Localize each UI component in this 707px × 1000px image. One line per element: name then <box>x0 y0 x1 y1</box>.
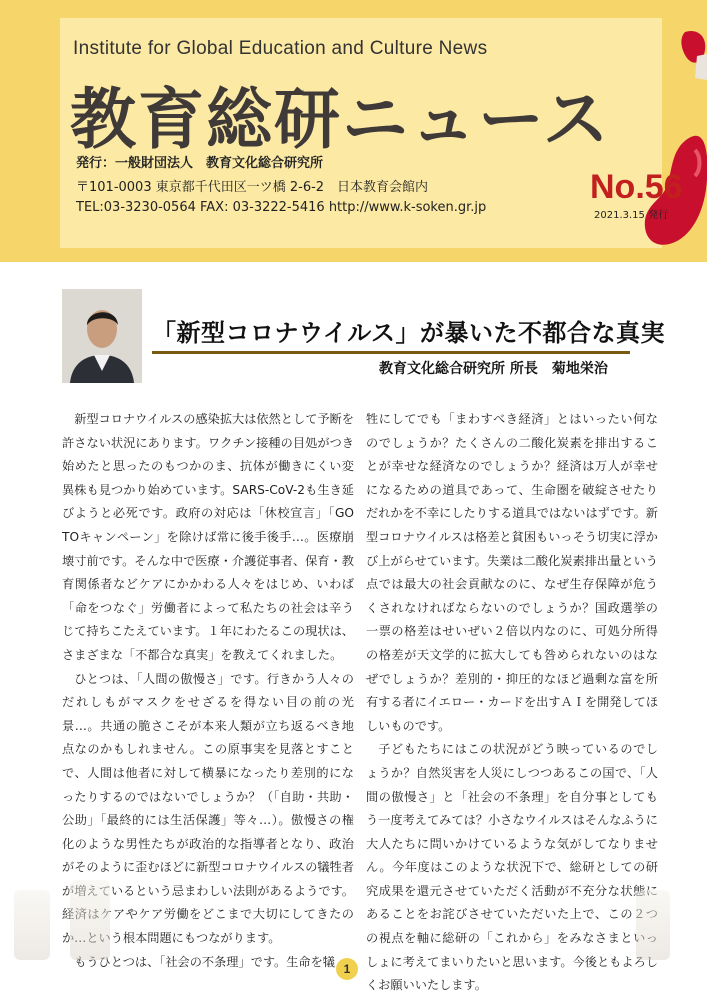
article-headline: 「新型コロナウイルス」が暴いた不都合な真実 <box>152 319 666 347</box>
headline-underline <box>152 351 630 354</box>
decorative-brush <box>636 890 670 960</box>
article-paragraph: 牲にしてでも「まわすべき経済」とはいったい何なのでしょうか？たくさんの二酸化炭素を排出することが幸せな経済なのでしょうか？経済は万人が幸せになるための道具であって、生命圏を破綻させたりだれかを不幸にしたりする道具ではないはずです。新型コロナウイルスは格差と貧困もいっそう切実に浮かび上がらせています。失業は二酸化炭素排出量という点では最大の社会貢献なのに、なぜ生存保障が危うくされなければならないのでしょうか？国政選挙の一票の格差はせいぜい２倍以内なのに、可処分所得の格差が天文学的に拡大しても咎められないのはなぜでしょうか？差別的・抑圧的なほど過剰な富を所有する者にイエロー・カードを出すＡＩを開発してほしいものです。 <box>366 412 659 733</box>
page-number: 1 <box>336 958 358 980</box>
article-paragraph: 新型コロナウイルスの感染拡大は依然として予断を許さない状況にあります。ワクチン接種の目処がつき始めたと思ったのもつかのま、抗体が働きにくい変異株も見つかり始めています。SARS-CoV-2も生き延びようと必死です。政府の対応は「休校宣言」「GO TOキャンペーン」を除けば常に後手後手…。医療崩壊寸前です。そんな中で医療・介護従事者、保育・教育関係者などケアにかかわる人々をはじめ、いわば「命をつなぐ」労働者によって私たちの社会は辛うじて持ちこたえています。１年にわたるこの現状は、さまざまな「不都合な真実」を教えてくれました。 <box>62 412 354 662</box>
decorative-brush <box>70 880 110 960</box>
article-column-right <box>366 408 658 998</box>
article-paragraph: 子どもたちにはこの状況がどう映っているのでしょうか？自然災害を人災にしつつあるこの国で、「人間の傲慢さ」と「社会の不条理」を自分事としてもう一度考えてみては？小さなウイルスはそんなふうに大人たちに問いかけているような気がしてなりません。今年度はこのような状況下で、総研としての研究成果を還元させていただく活動が不充分な状態にあることをお詫びさせていただいた上で、この２つの視点を軸に総研の「これから」をみなさまといっしょに考えてまいりたいと思います。今後ともよろしくお願いいたします。 <box>366 742 658 993</box>
author-photo <box>62 289 142 383</box>
decorative-brush <box>14 890 50 960</box>
contact-line: TEL:03-3230-0564 FAX: 03-3222-5416 http://www.k-soken.gr.jp <box>76 200 487 215</box>
publisher-line: 発行：一般財団法人 教育文化総合研究所 <box>76 156 324 171</box>
issue-number: No.56 <box>590 168 683 206</box>
masthead <box>0 0 707 262</box>
english-title: Institute for Global Education and Culture News <box>73 38 488 59</box>
red-paint-splash-graphic <box>635 20 707 262</box>
article-byline: 教育文化総合研究所 所長 菊地栄治 <box>379 361 608 377</box>
article-paragraph: ひとつは、「人間の傲慢さ」です。行きかう人々のだれしもがマスクをせざるを得ない目の前の光景…。共通の脆さこそが本来人類が立ち返るべき地点なのかもしれません。この原事実を見落とすことで、人間は他者に対して横暴になったり差別的になったりするのではないでしょうか？（「自助・共助・公助」「最終的には生活保護」等々…）。傲慢さの権化のような男性たちが政治的な指導者となり、政治がそのように歪むほどに新型コロナウイルスの犠牲者が増えているという忌まわしい法則があるようです。経済はケアやケア労働をどこまで大切にしてきたのか…という根本問題にもつながります。 <box>62 671 354 946</box>
address-line: 〒101-0003 東京都千代田区一ツ橋 2-6-2 日本教育会館内 <box>76 180 429 195</box>
issue-date: 2021.3.15 発行 <box>594 210 669 221</box>
newsletter-title: 教育総研ニュース <box>70 81 611 158</box>
article-paragraph: もうひとつは、「社会の不条理」です。生命を犠 <box>74 954 335 969</box>
